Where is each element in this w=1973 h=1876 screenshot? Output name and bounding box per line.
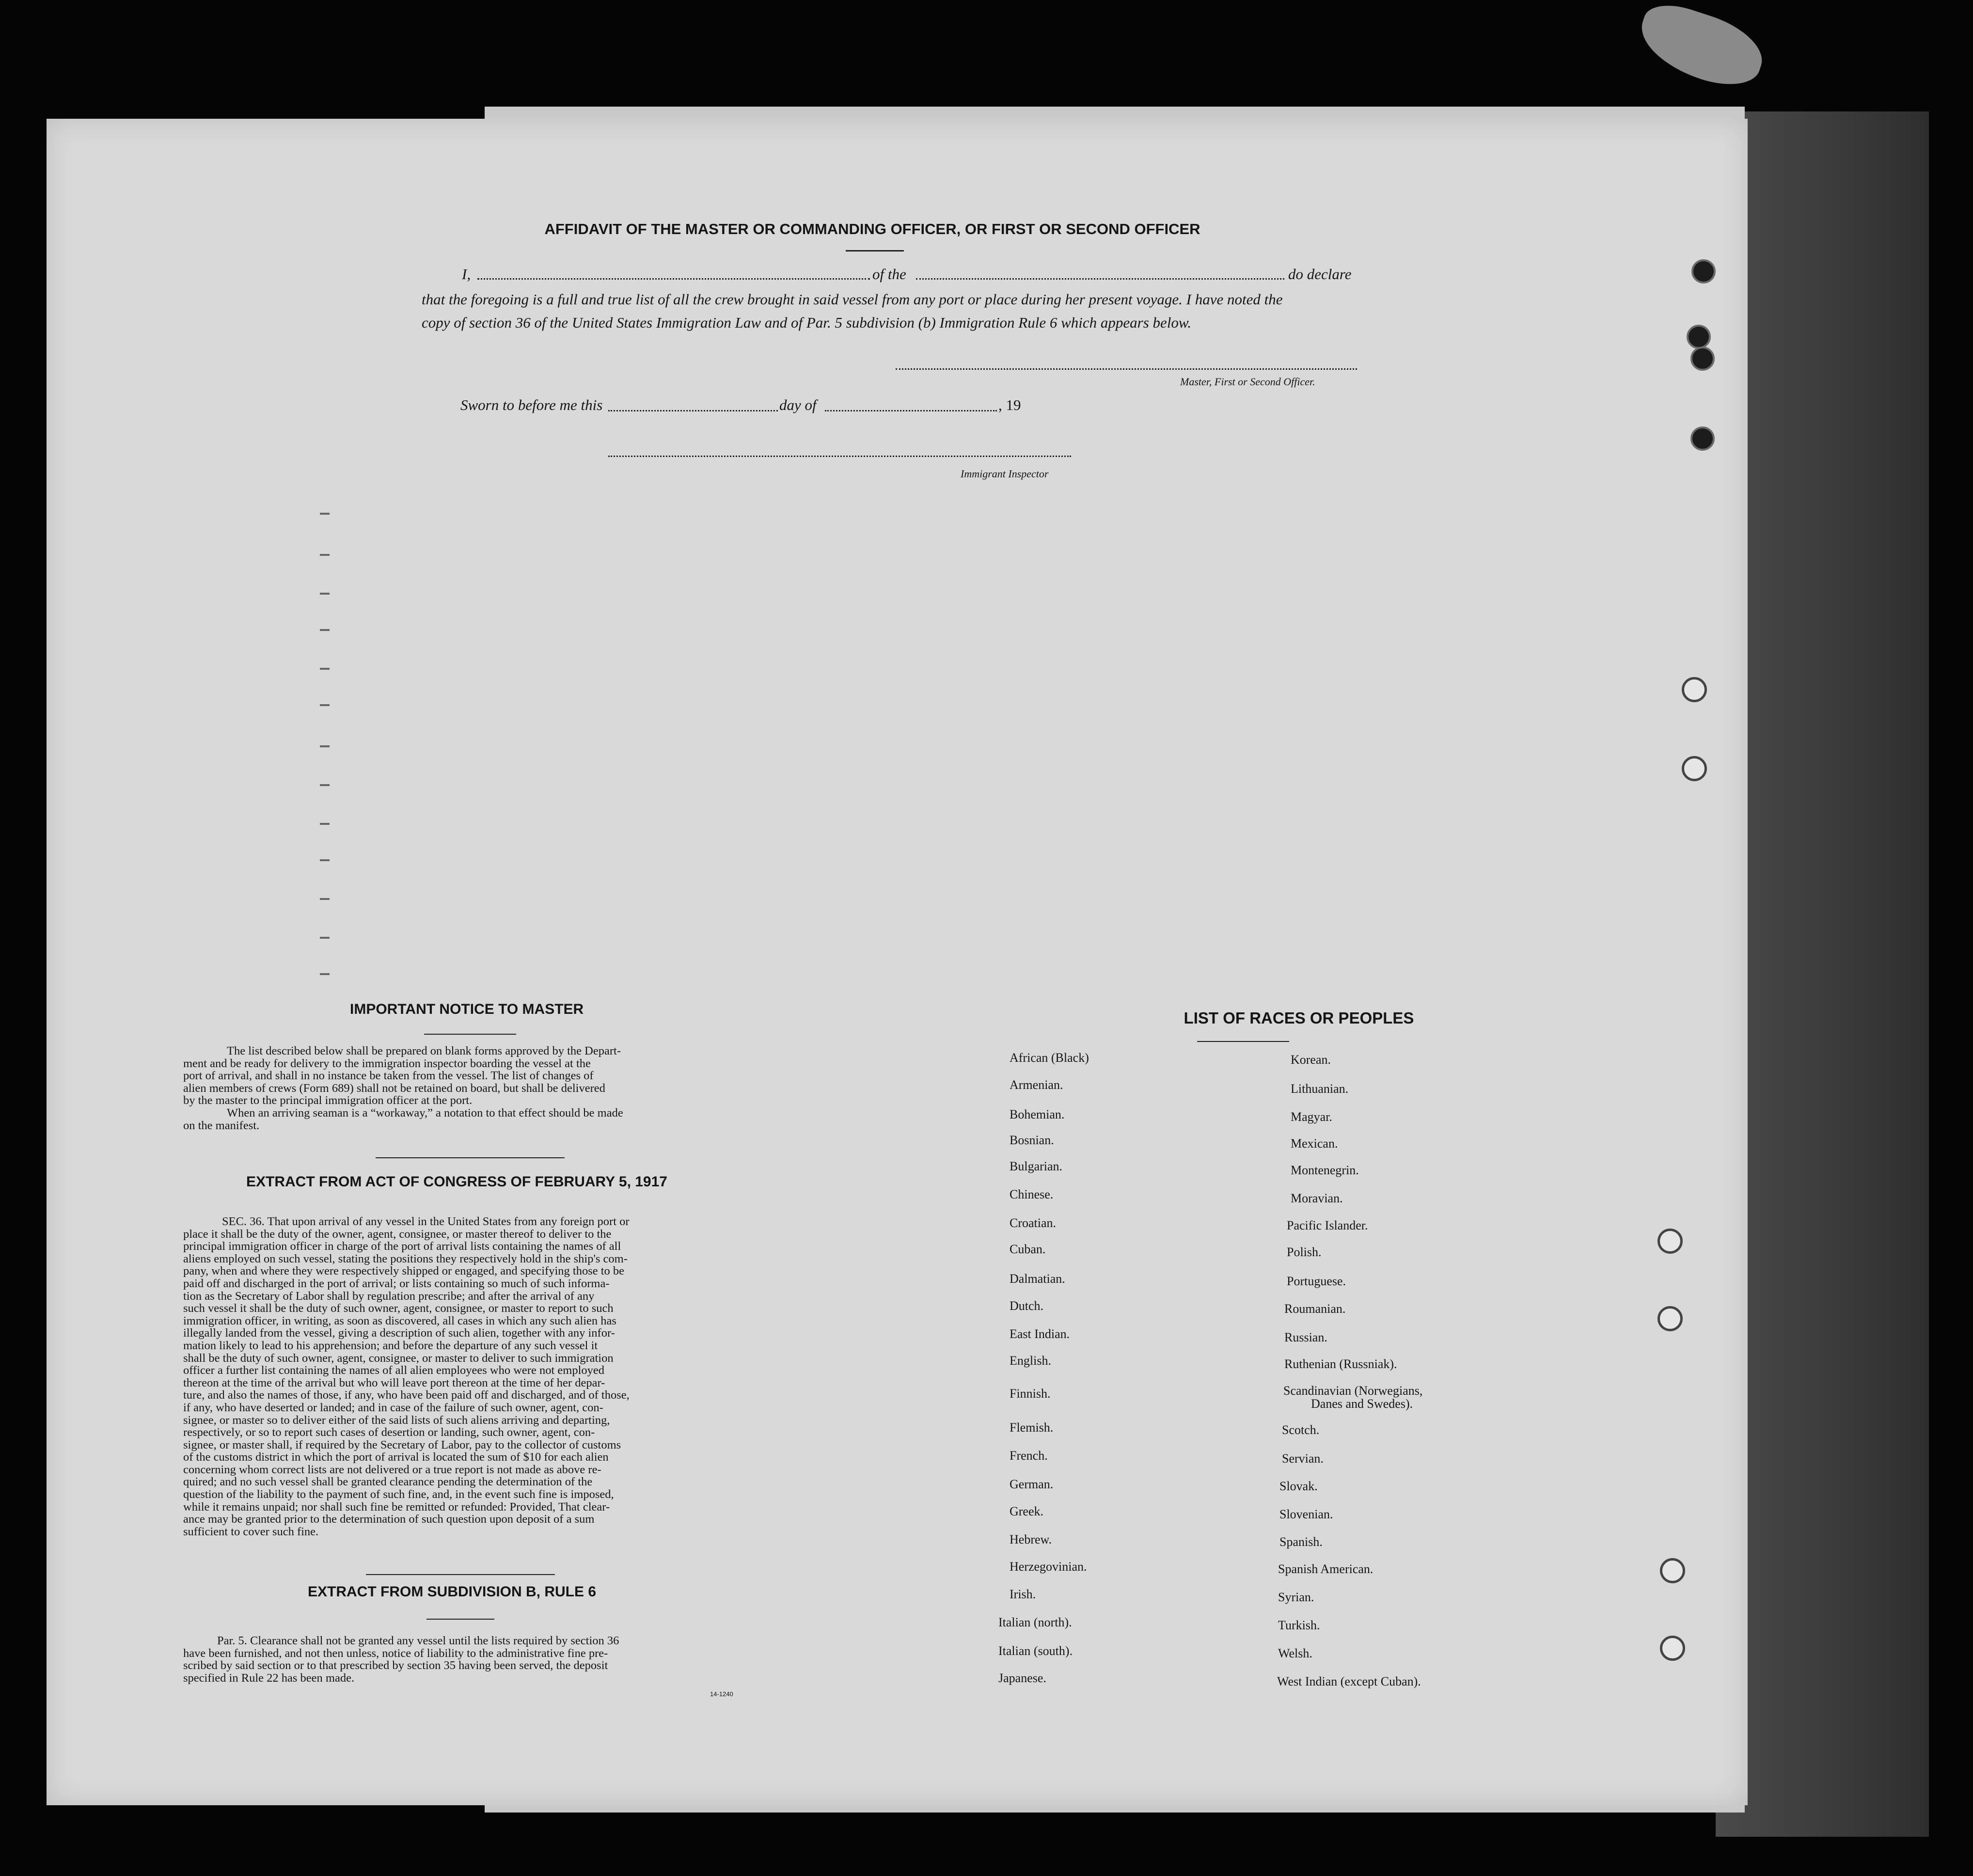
text-line: tion as the Secretary of Labor shall by regulation prescribe; and after the arrival of any bbox=[183, 1289, 595, 1303]
text-line: immigration officer, in writing, as soon as discovered, all cases in which any such alien has bbox=[183, 1314, 616, 1327]
notice-title: IMPORTANT NOTICE TO MASTER bbox=[350, 1001, 584, 1017]
race-item: Bulgarian. bbox=[1010, 1159, 1063, 1173]
race-item: Herzegovinian. bbox=[1010, 1560, 1087, 1574]
binder-hole-icon bbox=[1682, 677, 1707, 702]
race-item: Greek. bbox=[1010, 1504, 1044, 1518]
race-item: East Indian. bbox=[1010, 1327, 1070, 1341]
race-item: Italian (south). bbox=[998, 1644, 1073, 1658]
race-item: Scotch. bbox=[1282, 1423, 1320, 1437]
affidavit-i-label: I, bbox=[462, 266, 471, 283]
race-item: Dalmatian. bbox=[1010, 1272, 1065, 1286]
race-item: Mexican. bbox=[1291, 1136, 1338, 1151]
race-item: Korean. bbox=[1291, 1053, 1331, 1067]
race-item: Turkish. bbox=[1278, 1618, 1320, 1632]
text-line: alien members of crews (Form 689) shall not be retained on board, but shall be delivered bbox=[183, 1081, 605, 1095]
race-item: Roumanian. bbox=[1284, 1302, 1346, 1316]
race-item: Servian. bbox=[1282, 1451, 1324, 1466]
race-item: Pacific Islander. bbox=[1287, 1218, 1368, 1232]
name-blank bbox=[477, 278, 870, 280]
race-item: Chinese. bbox=[1010, 1187, 1054, 1201]
race-item: Italian (north). bbox=[998, 1615, 1072, 1629]
races-title: LIST OF RACES OR PEOPLES bbox=[1184, 1009, 1414, 1027]
race-item: Syrian. bbox=[1278, 1590, 1314, 1604]
binder-hole-icon bbox=[1657, 1306, 1683, 1331]
text-line: ance may be granted prior to the determination of such question upon deposit of a sum bbox=[183, 1513, 595, 1526]
race-item: Montenegrin. bbox=[1291, 1163, 1359, 1177]
text-line: place it shall be the duty of the owner, agent, consignee, or master thereof to deliver to the bbox=[183, 1227, 612, 1241]
text-line: The list described below shall be prepared on blank forms approved by the Depart- bbox=[227, 1044, 621, 1057]
text-line: paid off and discharged in the port of arrival; or lists containing so much of such informa- bbox=[183, 1277, 610, 1290]
text-line: concerning whom correct lists are not delivered or a true report is not made as above re- bbox=[183, 1463, 601, 1476]
binder-hole-icon bbox=[1682, 756, 1707, 781]
race-item: Slovenian. bbox=[1279, 1507, 1333, 1521]
vessel-blank bbox=[916, 278, 1284, 280]
signature-caption: Master, First or Second Officer. bbox=[1180, 376, 1315, 388]
divider bbox=[426, 1619, 494, 1620]
notice-paragraph-1 bbox=[183, 1045, 753, 1132]
text-line: aliens employed on such vessel, stating the positions they respectively hold in the ship's com- bbox=[183, 1252, 628, 1265]
section-36-text bbox=[183, 1215, 753, 1538]
affidavit-line-3: copy of section 36 of the United States Immigration Law and of Par. 5 subdivision (b) Immigration Rule 6 which appears below. bbox=[422, 314, 1192, 331]
race-item: West Indian (except Cuban). bbox=[1277, 1674, 1421, 1688]
race-item: Slovak. bbox=[1279, 1479, 1318, 1493]
form-number: 14-1240 bbox=[710, 1690, 733, 1698]
text-line: such vessel it shall be the duty of such owner, agent, consignee, or master to report to such bbox=[183, 1302, 614, 1315]
race-item: Russian. bbox=[1284, 1330, 1327, 1344]
text-line: ment and be ready for delivery to the immigration inspector boarding the vessel at the bbox=[183, 1056, 591, 1070]
text-line: Par. 5. Clearance shall not be granted any vessel until the lists required by section 36 bbox=[217, 1634, 619, 1647]
race-item: Welsh. bbox=[1278, 1646, 1312, 1660]
race-item: Portuguese. bbox=[1287, 1274, 1346, 1288]
text-line: respectively, or so to report such cases of desertion or landing, such owner, agent, con- bbox=[183, 1426, 595, 1439]
race-item: French. bbox=[1010, 1449, 1048, 1463]
race-item: German. bbox=[1010, 1477, 1054, 1491]
rule-extract-title: EXTRACT FROM SUBDIVISION B, RULE 6 bbox=[308, 1584, 597, 1600]
inspector-caption: Immigrant Inspector bbox=[961, 468, 1049, 480]
race-item: Magyar. bbox=[1291, 1110, 1332, 1124]
affidavit-line-2: that the foregoing is a full and true list of all the crew brought in said vessel from any port or place during her present voyage. I have noted the bbox=[422, 291, 1283, 308]
race-item: Cuban. bbox=[1010, 1242, 1046, 1256]
race-item: Moravian. bbox=[1291, 1191, 1343, 1205]
race-item: Polish. bbox=[1287, 1245, 1322, 1259]
race-item: Hebrew. bbox=[1010, 1532, 1052, 1546]
text-line: by the master to the principal immigration officer at the port. bbox=[183, 1094, 473, 1107]
divider bbox=[366, 1574, 555, 1575]
divider bbox=[1197, 1041, 1289, 1042]
binder-hole-icon bbox=[1660, 1636, 1685, 1661]
text-line: of the customs district in which the port of arrival is located the sum of $10 for each alien bbox=[183, 1450, 609, 1464]
text-line: question of the liability to the payment of such fine, and, in the event such fine is imposed, bbox=[183, 1488, 614, 1501]
text-line: mation likely to lead to his apprehension; and before the departure of any such vessel it bbox=[183, 1339, 598, 1352]
race-item: Spanish. bbox=[1279, 1535, 1323, 1549]
affidavit-do-declare-label: do declare bbox=[1288, 266, 1352, 283]
race-item: Scandinavian (Norwegians, bbox=[1283, 1384, 1423, 1398]
sworn-year-label: , 19 bbox=[998, 396, 1021, 413]
text-line: officer a further list containing the names of all alien employees who were not employed bbox=[183, 1364, 605, 1377]
divider bbox=[424, 1034, 516, 1035]
text-line: ture, and also the names of those, if any, who have been paid off and discharged, and of those, bbox=[183, 1388, 630, 1402]
text-line: principal immigration officer in charge of the port of arrival lists containing the names of all bbox=[183, 1240, 621, 1253]
text-line: shall be the duty of such owner, agent, consignee, or master to deliver to such immigration bbox=[183, 1351, 614, 1365]
race-item: Armenian. bbox=[1010, 1078, 1063, 1092]
race-item: Croatian. bbox=[1010, 1216, 1057, 1230]
sworn-month-blank bbox=[825, 410, 997, 411]
text-line: sufficient to cover such fine. bbox=[183, 1525, 319, 1538]
text-line: thereon at the time of the arrival but who will leave port thereon at the time of her depar- bbox=[183, 1376, 605, 1389]
race-item: Japanese. bbox=[998, 1671, 1046, 1685]
race-item: Danes and Swedes). bbox=[1311, 1397, 1413, 1411]
text-line: port of arrival, and shall in no instance be taken from the vessel. The list of changes of bbox=[183, 1069, 594, 1083]
affidavit-title: AFFIDAVIT OF THE MASTER OR COMMANDING OFFICER, OR FIRST OR SECOND OFFICER bbox=[544, 221, 1200, 237]
text-line: while it remains unpaid; nor shall such fine be remitted or refunded: Provided, That clear- bbox=[183, 1500, 610, 1513]
rear-ledger-sheet bbox=[1716, 111, 1929, 1837]
race-item: Finnish. bbox=[1010, 1387, 1051, 1401]
text-line: illegally landed from the vessel, giving a description of such alien, together with any infor- bbox=[183, 1326, 615, 1340]
divider bbox=[846, 250, 904, 252]
sworn-day-blank bbox=[608, 410, 778, 411]
race-item: Dutch. bbox=[1010, 1299, 1044, 1313]
text-line: When an arriving seaman is a “workaway,” a notation to that effect should be made bbox=[227, 1106, 623, 1119]
race-item: Lithuanian. bbox=[1291, 1082, 1349, 1096]
affidavit-of-the-label: of the bbox=[872, 266, 906, 283]
race-item: Ruthenian (Russniak). bbox=[1284, 1357, 1397, 1371]
text-line: have been furnished, and not then unless, notice of liability to the administrative fine pre- bbox=[183, 1646, 608, 1660]
text-line: if any, who have deserted or landed; and in case of the failure of such owner, agent, con- bbox=[183, 1401, 603, 1414]
text-line: signee, or master shall, if required by the Secretary of Labor, pay to the collector of customs bbox=[183, 1438, 621, 1451]
race-item: Irish. bbox=[1010, 1587, 1036, 1601]
text-line: specified in Rule 22 has been made. bbox=[183, 1671, 355, 1685]
race-item: Bosnian. bbox=[1010, 1133, 1054, 1147]
binder-hole-icon bbox=[1690, 347, 1715, 371]
text-line: signee, or master so to deliver either of the said lists of such aliens arriving and departing, bbox=[183, 1413, 610, 1427]
par-5-text bbox=[183, 1635, 753, 1684]
binder-hole-icon bbox=[1660, 1558, 1685, 1583]
race-item: African (Black) bbox=[1010, 1051, 1089, 1065]
signature-line bbox=[896, 368, 1357, 370]
text-line: SEC. 36. That upon arrival of any vessel in the United States from any foreign port or bbox=[222, 1215, 630, 1228]
text-line: pany, when and where they were respectively shipped or engaged, and specifying those to be bbox=[183, 1264, 625, 1278]
binder-hole-icon bbox=[1657, 1229, 1683, 1254]
torn-paper-corner bbox=[1631, 0, 1770, 95]
inspector-signature-line bbox=[608, 456, 1071, 457]
binder-hole-icon bbox=[1691, 259, 1716, 284]
binder-hole-icon bbox=[1690, 426, 1715, 451]
divider bbox=[376, 1157, 565, 1158]
sworn-day-of-label: day of bbox=[779, 396, 817, 413]
congress-extract-title: EXTRACT FROM ACT OF CONGRESS OF FEBRUARY 5, 1917 bbox=[246, 1174, 667, 1190]
sworn-label: Sworn to before me this bbox=[460, 396, 603, 413]
race-item: Flemish. bbox=[1010, 1420, 1054, 1435]
text-line: quired; and no such vessel shall be granted clearance pending the determination of the bbox=[183, 1475, 593, 1489]
text-line: scribed by said section or to that prescribed by section 35 having been served, the deposit bbox=[183, 1659, 608, 1672]
race-item: Spanish American. bbox=[1278, 1562, 1373, 1576]
race-item: English. bbox=[1010, 1354, 1051, 1368]
text-line: on the manifest. bbox=[183, 1119, 260, 1132]
race-item: Bohemian. bbox=[1010, 1107, 1065, 1121]
binder-hole-icon bbox=[1687, 325, 1711, 349]
bleed-through-marks bbox=[281, 485, 339, 993]
